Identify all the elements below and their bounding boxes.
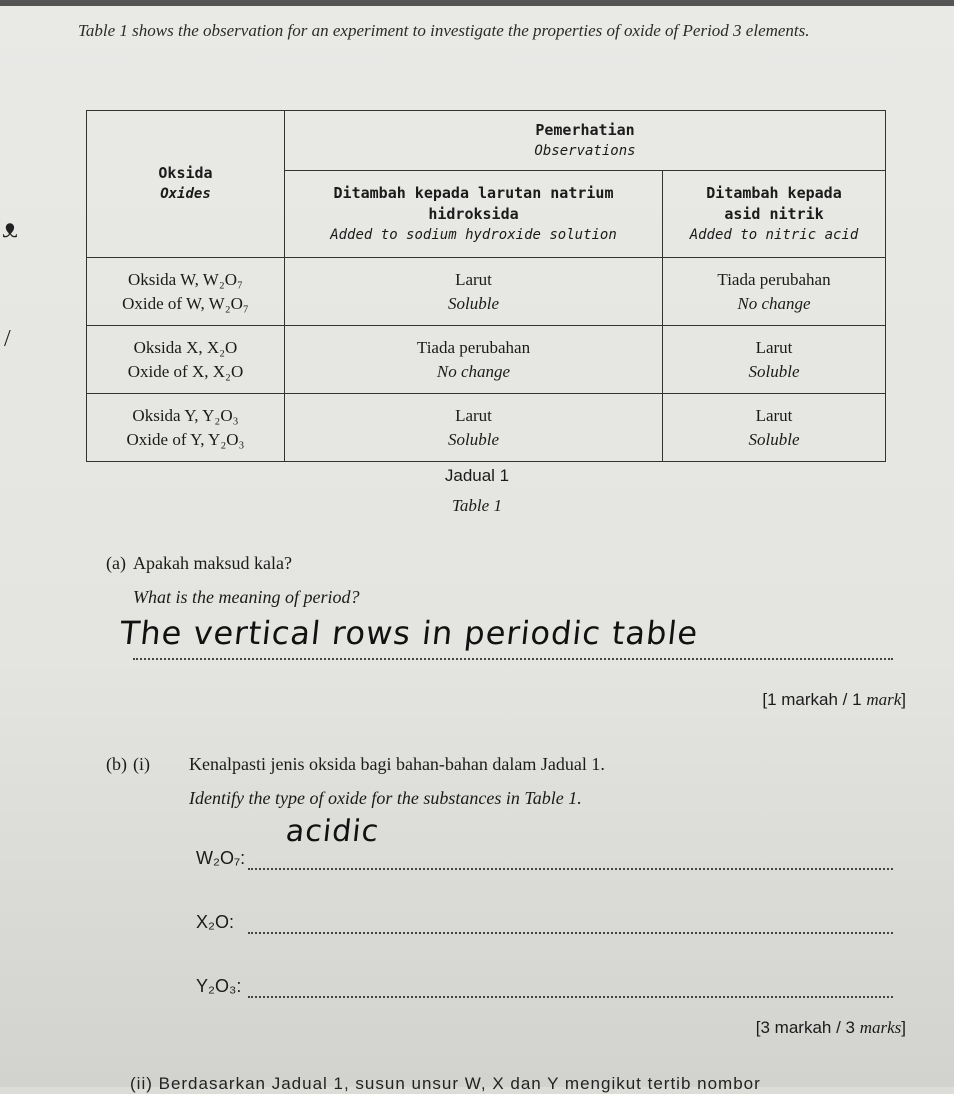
question-b-text-en: Identify the type of oxide for the substances in Table 1.	[189, 788, 582, 808]
question-a-handwritten-answer: The vertical rows in periodic table	[118, 614, 701, 652]
table-caption-ms: Jadual 1	[444, 466, 510, 485]
question-b-text-ms: Kenalpasti jenis oksida bagi bahan-bahan dalam Jadual 1.	[189, 754, 605, 774]
question-b-ii-partial: (ii) Berdasarkan Jadual 1, susun unsur W, X dan Y mengikut tertib nombor	[130, 1074, 761, 1093]
margin-mark: /	[4, 326, 11, 352]
table-row: Oksida Y, Y₂O₃ Oxide of Y, Y₂O₃ Larut Soluble Larut Soluble	[87, 394, 886, 462]
formula-w2o7: W₂O₇:	[196, 848, 246, 868]
question-a-label: (a)	[106, 553, 126, 573]
table-row: Oksida W, W₂O₇ Oxide of W, W₂O₇ Larut Soluble Tiada perubahan No change	[87, 258, 886, 326]
question-a-marks: [1 markah / 1 mark]	[762, 690, 906, 709]
question-a-text-ms: Apakah maksud kala?	[133, 553, 292, 573]
table-caption-en: Table 1	[452, 496, 502, 515]
formula-y2o3: Y₂O₃:	[196, 976, 242, 996]
question-a-answer-line[interactable]	[133, 658, 893, 660]
header-observations: Pemerhatian Observations	[285, 111, 886, 171]
header-oxide: Oksida Oxides	[87, 111, 285, 258]
observation-table	[86, 110, 886, 462]
question-b-marks: [3 markah / 3 marks]	[755, 1018, 906, 1037]
formula-x2o-answer-line[interactable]	[248, 932, 893, 934]
table-row: Oksida X, X₂O Oxide of X, X₂O Tiada perubahan No change Larut Soluble	[87, 326, 886, 394]
header-nitric-acid: Ditambah kepada asid nitrik Added to nitric acid	[663, 171, 886, 258]
formula-w2o7-handwritten-answer: acidic	[284, 814, 381, 849]
header-naoh: Ditambah kepada larutan natrium hidroksida Added to sodium hydroxide solution	[285, 171, 663, 258]
intro-text: Table 1 shows the observation for an experiment to investigate the properties of oxide of Period 3 elements.	[78, 21, 810, 40]
formula-x2o: X₂O:	[196, 912, 234, 932]
formula-y2o3-answer-line[interactable]	[248, 996, 893, 998]
worksheet-page	[0, 6, 954, 1093]
margin-mark: ᴥ	[2, 211, 19, 244]
formula-w2o7-answer-line[interactable]	[248, 868, 893, 870]
question-b-sub-label: (i)	[133, 754, 150, 774]
question-a-text-en: What is the meaning of period?	[133, 587, 360, 607]
question-b-label: (b)	[106, 754, 127, 774]
